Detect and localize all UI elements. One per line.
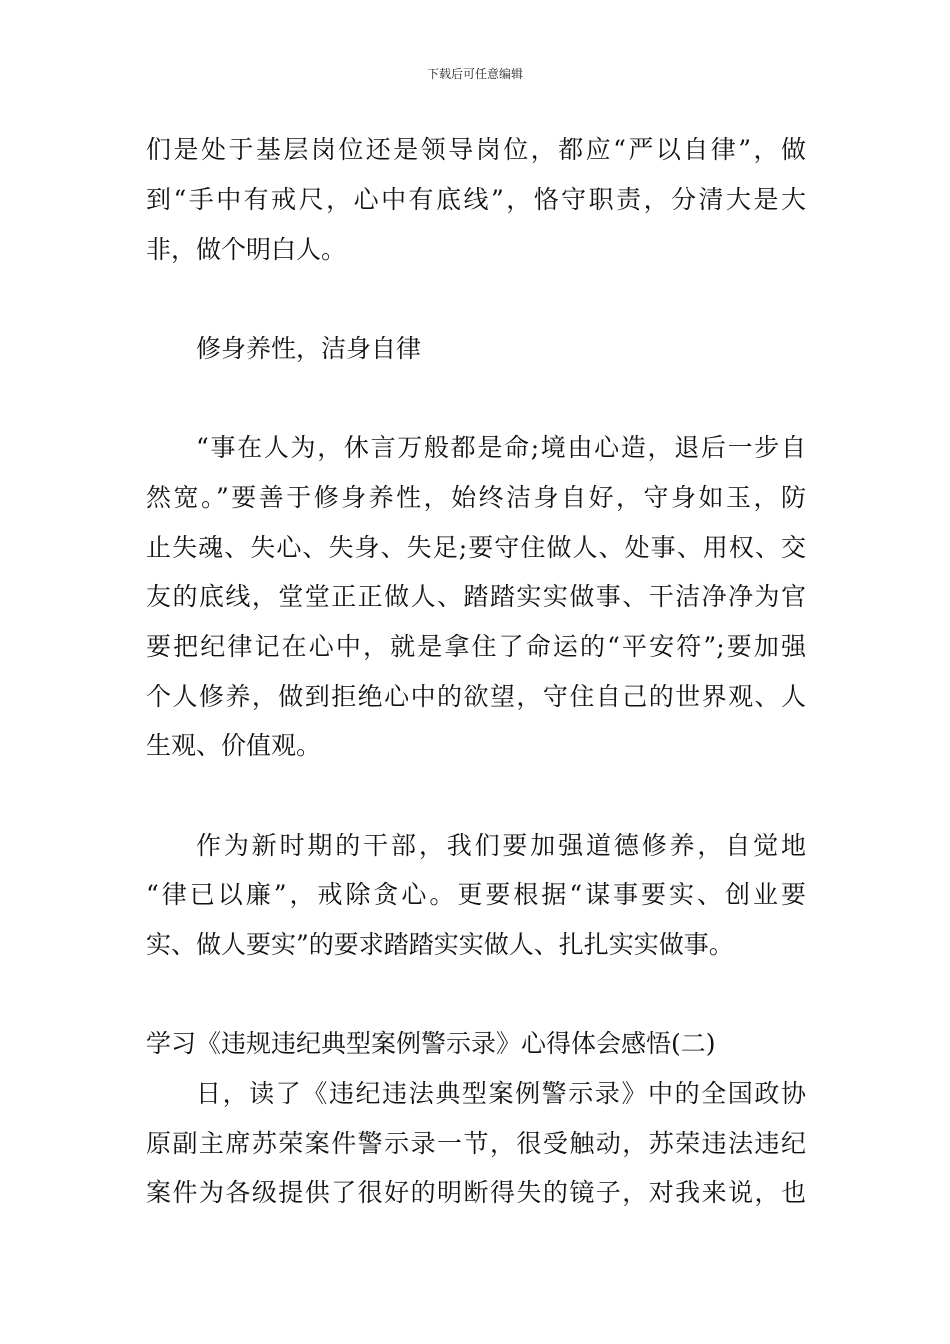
body-line: 友的底线，堂堂正正做人、踏踏实实做事、干洁净净为官 bbox=[146, 582, 806, 611]
body-line: 非，做个明白人。 bbox=[146, 235, 347, 264]
body-line: 日，读了《违纪违法典型案例警示录》中的全国政协 bbox=[196, 1079, 806, 1108]
body-line: 作为新时期的干部，我们要加强道德修养，自觉地 bbox=[196, 831, 806, 860]
body-line: “律已以廉”，戒除贪心。更要根据“谋事要实、创业要 bbox=[146, 880, 806, 909]
body-line: 到“手中有戒尺，心中有底线”，恪守职责，分清大是大 bbox=[146, 185, 806, 214]
body-line: 们是处于基层岗位还是领导岗位，都应“严以自律”，做 bbox=[146, 135, 806, 164]
body-line: 生观、价值观。 bbox=[146, 731, 322, 760]
body-line: 原副主席苏荣案件警示录一节，很受触动，苏荣违法违纪 bbox=[146, 1129, 806, 1158]
section-heading: 修身养性，洁身自律 bbox=[196, 334, 422, 363]
body-line: 个人修养，做到拒绝心中的欲望，守住自己的世界观、人 bbox=[146, 682, 806, 711]
body-line: 然宽。”要善于修身养性，始终洁身自好，守身如玉，防 bbox=[146, 483, 806, 512]
body-line: 实、做人要实”的要求踏踏实实做人、扎扎实实做事。 bbox=[146, 930, 734, 959]
article-title: 学习《违规违纪典型案例警示录》心得体会感悟(二) bbox=[146, 1029, 716, 1058]
body-line: “事在人为，休言万般都是命;境由心造，退后一步自 bbox=[196, 433, 806, 462]
body-line: 止失魂、失心、失身、失足;要守住做人、处事、用权、交 bbox=[146, 533, 806, 562]
body-line: 要把纪律记在心中，就是拿住了命运的“平安符”;要加强 bbox=[146, 632, 806, 661]
body-line: 案件为各级提供了很好的明断得失的镜子，对我来说，也 bbox=[146, 1178, 806, 1207]
page-header: 下载后可任意编辑 bbox=[426, 67, 523, 81]
